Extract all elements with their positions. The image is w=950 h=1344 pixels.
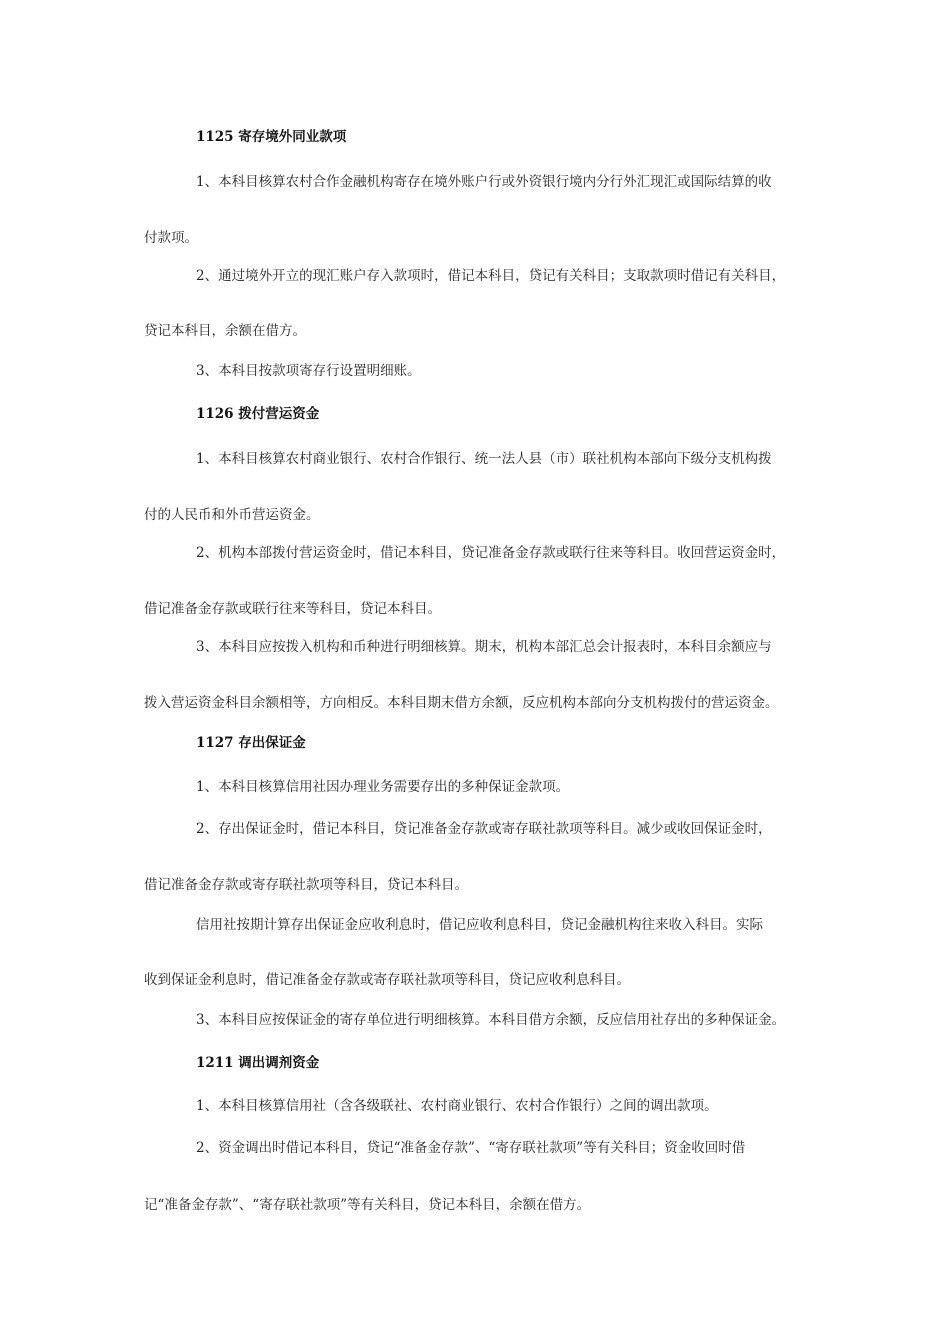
section-heading: 1126 拨付营运资金 (196, 406, 320, 422)
paragraph-line: 信用社按期计算存出保证金应收利息时，借记应收利息科目，贷记金融机构往来收入科目。实际 (196, 917, 763, 933)
paragraph-line: 收到保证金利息时，借记准备金存款或寄存联社款项等科目，贷记应收利息科目。 (144, 972, 630, 988)
paragraph-line: 1、本科目核算信用社因办理业务需要存出的多种保证金款项。 (196, 779, 570, 795)
paragraph-line: 付款项。 (144, 230, 198, 246)
section-heading: 1125 寄存境外同业款项 (196, 129, 347, 145)
paragraph-line: 1、本科目核算农村商业银行、农村合作银行、统一法人县（市）联社机构本部向下级分支机构拨 (196, 451, 772, 467)
paragraph-line: 2、通过境外开立的现汇账户存入款项时，借记本科目，贷记有关科目；支取款项时借记有关科目， (196, 268, 786, 284)
paragraph-line: 3、本科目应按保证金的寄存单位进行明细核算。本科目借方余额，反应信用社存出的多种保证金。 (196, 1012, 786, 1028)
paragraph-line: 3、本科目按款项寄存行设置明细账。 (196, 363, 421, 379)
paragraph-line: 2、存出保证金时，借记本科目，贷记准备金存款或寄存联社款项等科目。减少或收回保证金时， (196, 821, 772, 837)
paragraph-line: 3、本科目应按拨入机构和币种进行明细核算。期末，机构本部汇总会计报表时，本科目余额应与 (196, 639, 772, 655)
paragraph-line: 付的人民币和外币营运资金。 (144, 507, 320, 523)
paragraph-line: 1、本科目核算农村合作金融机构寄存在境外账户行或外资银行境内分行外汇现汇或国际结算的收 (196, 174, 772, 190)
paragraph-line: 贷记本科目，余额在借方。 (144, 323, 306, 339)
paragraph-line: 借记准备金存款或联行往来等科目，贷记本科目。 (144, 601, 441, 617)
section-heading: 1127 存出保证金 (196, 735, 306, 751)
paragraph-line: 2、资金调出时借记本科目，贷记“准备金存款”、“寄存联社款项”等有关科目；资金收回时借 (196, 1140, 746, 1156)
paragraph-line: 1、本科目核算信用社（含各级联社、农村商业银行、农村合作银行）之间的调出款项。 (196, 1098, 718, 1114)
paragraph-line: 2、机构本部拨付营运资金时，借记本科目，贷记准备金存款或联行往来等科目。收回营运资金时， (196, 545, 786, 561)
section-heading: 1211 调出调剂资金 (196, 1055, 320, 1071)
paragraph-line: 拨入营运资金科目余额相等，方向相反。本科目期末借方余额，反应机构本部向分支机构拨付的营运资金。 (144, 695, 779, 711)
paragraph-line: 记“准备金存款”、“寄存联社款项”等有关科目，贷记本科目，余额在借方。 (144, 1197, 591, 1213)
paragraph-line: 借记准备金存款或寄存联社款项等科目，贷记本科目。 (144, 877, 468, 893)
